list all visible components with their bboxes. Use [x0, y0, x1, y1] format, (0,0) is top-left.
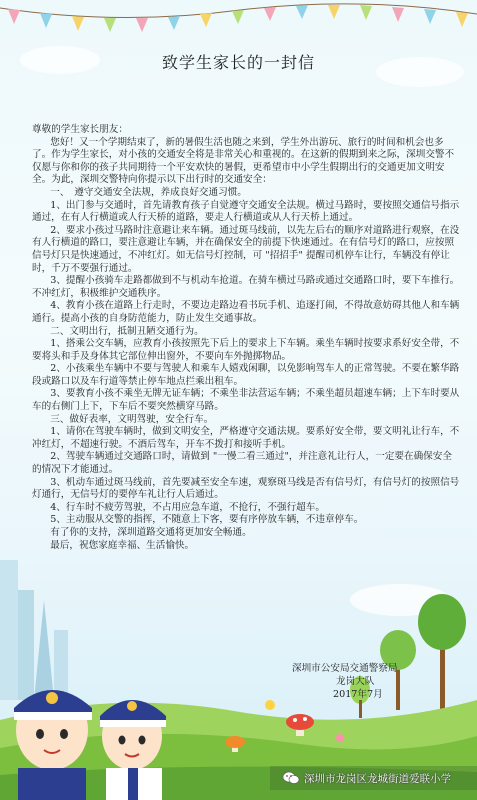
letter-body — [32, 124, 460, 552]
letter-paragraph: 5、主动服从交警的指挥，不随意上下客，要有序停放车辆，不违章停车。 — [50, 514, 364, 526]
wechat-watermark — [282, 768, 451, 788]
letter-paragraph: 1、搭乘公交车辆，应教育小孩按照先下后上的要求上下车辆。乘坐车辆时按要求系好安全带，不要将头和手及身体其它部位伸出窗外，不要向车外抛掷物品。 — [32, 338, 460, 362]
salutation: 尊敬的学生家长朋友： — [32, 124, 128, 135]
letter-paragraph: 您好！又一个学期结束了，新的暑假生活也随之来到，学生外出游玩、旅行的时间和机会也多了。作为学生家长，对小孩的交通安全将是非常关心和重视的。在这新的假期到来之际，深圳交警不仅愿与你和你的孩子共同期待一个平安欢快的暑假，更希望市中小学生假期出行的交通更加文明安全。为此，深圳交警特向你提示以下出行时的交通安全： — [32, 136, 455, 186]
letter-paragraph: 2、驾驶车辆通过交通路口时，请做到 "一慢二看三通过"，并注意礼让行人，一定要在确保安全的情况下才能通过。 — [32, 451, 452, 476]
letter-paragraph: 三、做好表率，文明驾驶，安全行车。 — [50, 413, 214, 425]
letter-paragraph: 3、提醒小孩骑车走路都做到不与机动车抢道。在骑车横过马路或通过交通路口时，要下车推行。不冲红灯，积极维护交通秩序。 — [32, 275, 460, 299]
police-cartoon-right — [100, 700, 166, 800]
signature-unit: 龙岗大队 — [336, 676, 375, 687]
signature-date: 2017年7月 — [333, 689, 383, 700]
letter-paragraph: 一、 遵守交通安全法规，养成良好交通习惯。 — [50, 186, 247, 198]
letter-paragraph: 4、行车时不疲劳驾驶，不占用应急车道，不抢行，不强行超车。 — [50, 501, 325, 513]
letter-paragraph: 4、教育小孩在道路上行走时，不要边走路边看书玩手机、追逐打闹，不得故意妨碍其他人和车辆通行。提高小孩的自身防范能力，防止发生交通事故。 — [32, 300, 460, 324]
letter-paragraph: 3、要教育小孩不乘坐无牌无证车辆；不乘坐非法营运车辆；不乘坐超员超速车辆；上下车时要从车的右侧门上下，下车后不要突然横穿马路。 — [32, 388, 460, 413]
police-cartoon-left — [14, 690, 92, 800]
letter-title: 致学生家长的一封信 — [161, 53, 315, 72]
letter-paragraph: 3、机动车通过斑马线前，首先要减至安全车速，观察斑马线是否有信号灯，有信号灯的按照信号灯通行，无信号灯的要停车礼让行人后通过。 — [32, 476, 460, 501]
letter-paragraph: 1、出门参与交通时，首先请教育孩子自觉遵守交通安全法规。横过马路时，要按照交通信号指示通过，在有人行横道或人行天桥的道路，要走人行横道或从人行天桥上通过。 — [32, 199, 460, 224]
wechat-icon — [282, 771, 300, 785]
signature-org: 深圳市公安局交通警察局 — [292, 663, 398, 674]
letter-paragraph: 二、文明出行，抵制丑陋交通行为。 — [50, 325, 204, 337]
letter-paragraph: 最后，祝您家庭幸福、生活愉快。 — [50, 539, 195, 551]
bunting-decoration — [0, 4, 477, 32]
letter-paragraph: 有了你的支持，深圳道路交通将更加安全畅通。 — [50, 527, 252, 538]
watermark-text: 深圳市龙岗区龙城街道爱联小学 — [304, 772, 451, 785]
letter-paragraph: 2、小孩乘坐车辆中不要与驾驶人和乘车人嬉戏闲聊，以免影响驾车人的正常驾驶。不要在繁华路段或路口以及车行道等禁止停车地点拦乘出租车。 — [32, 363, 460, 387]
letter-paragraph: 1、请你在驾驶车辆时，做到文明安全，严格遵守交通法规。要系好安全带，要文明礼让行车，不冲红灯，不超速行驶。不酒后驾车，开车不拨打和接听手机。 — [32, 426, 460, 450]
city-skyline-decoration — [0, 560, 68, 700]
letter-paragraph: 2、要求小孩过马路时注意避让来车辆。通过斑马线前，以先左后右的顺序对道路进行观察，在没有人行横道的路口，要注意避让车辆，并在确保安全的前提下快速通过。在有信号灯的路口，应按照信号灯只是快速通过，不冲红灯。如无信号灯控制，可 "招招手" 提醒司机停车让行，车辆没有停让时，千万不要强行通过。 — [32, 224, 460, 274]
